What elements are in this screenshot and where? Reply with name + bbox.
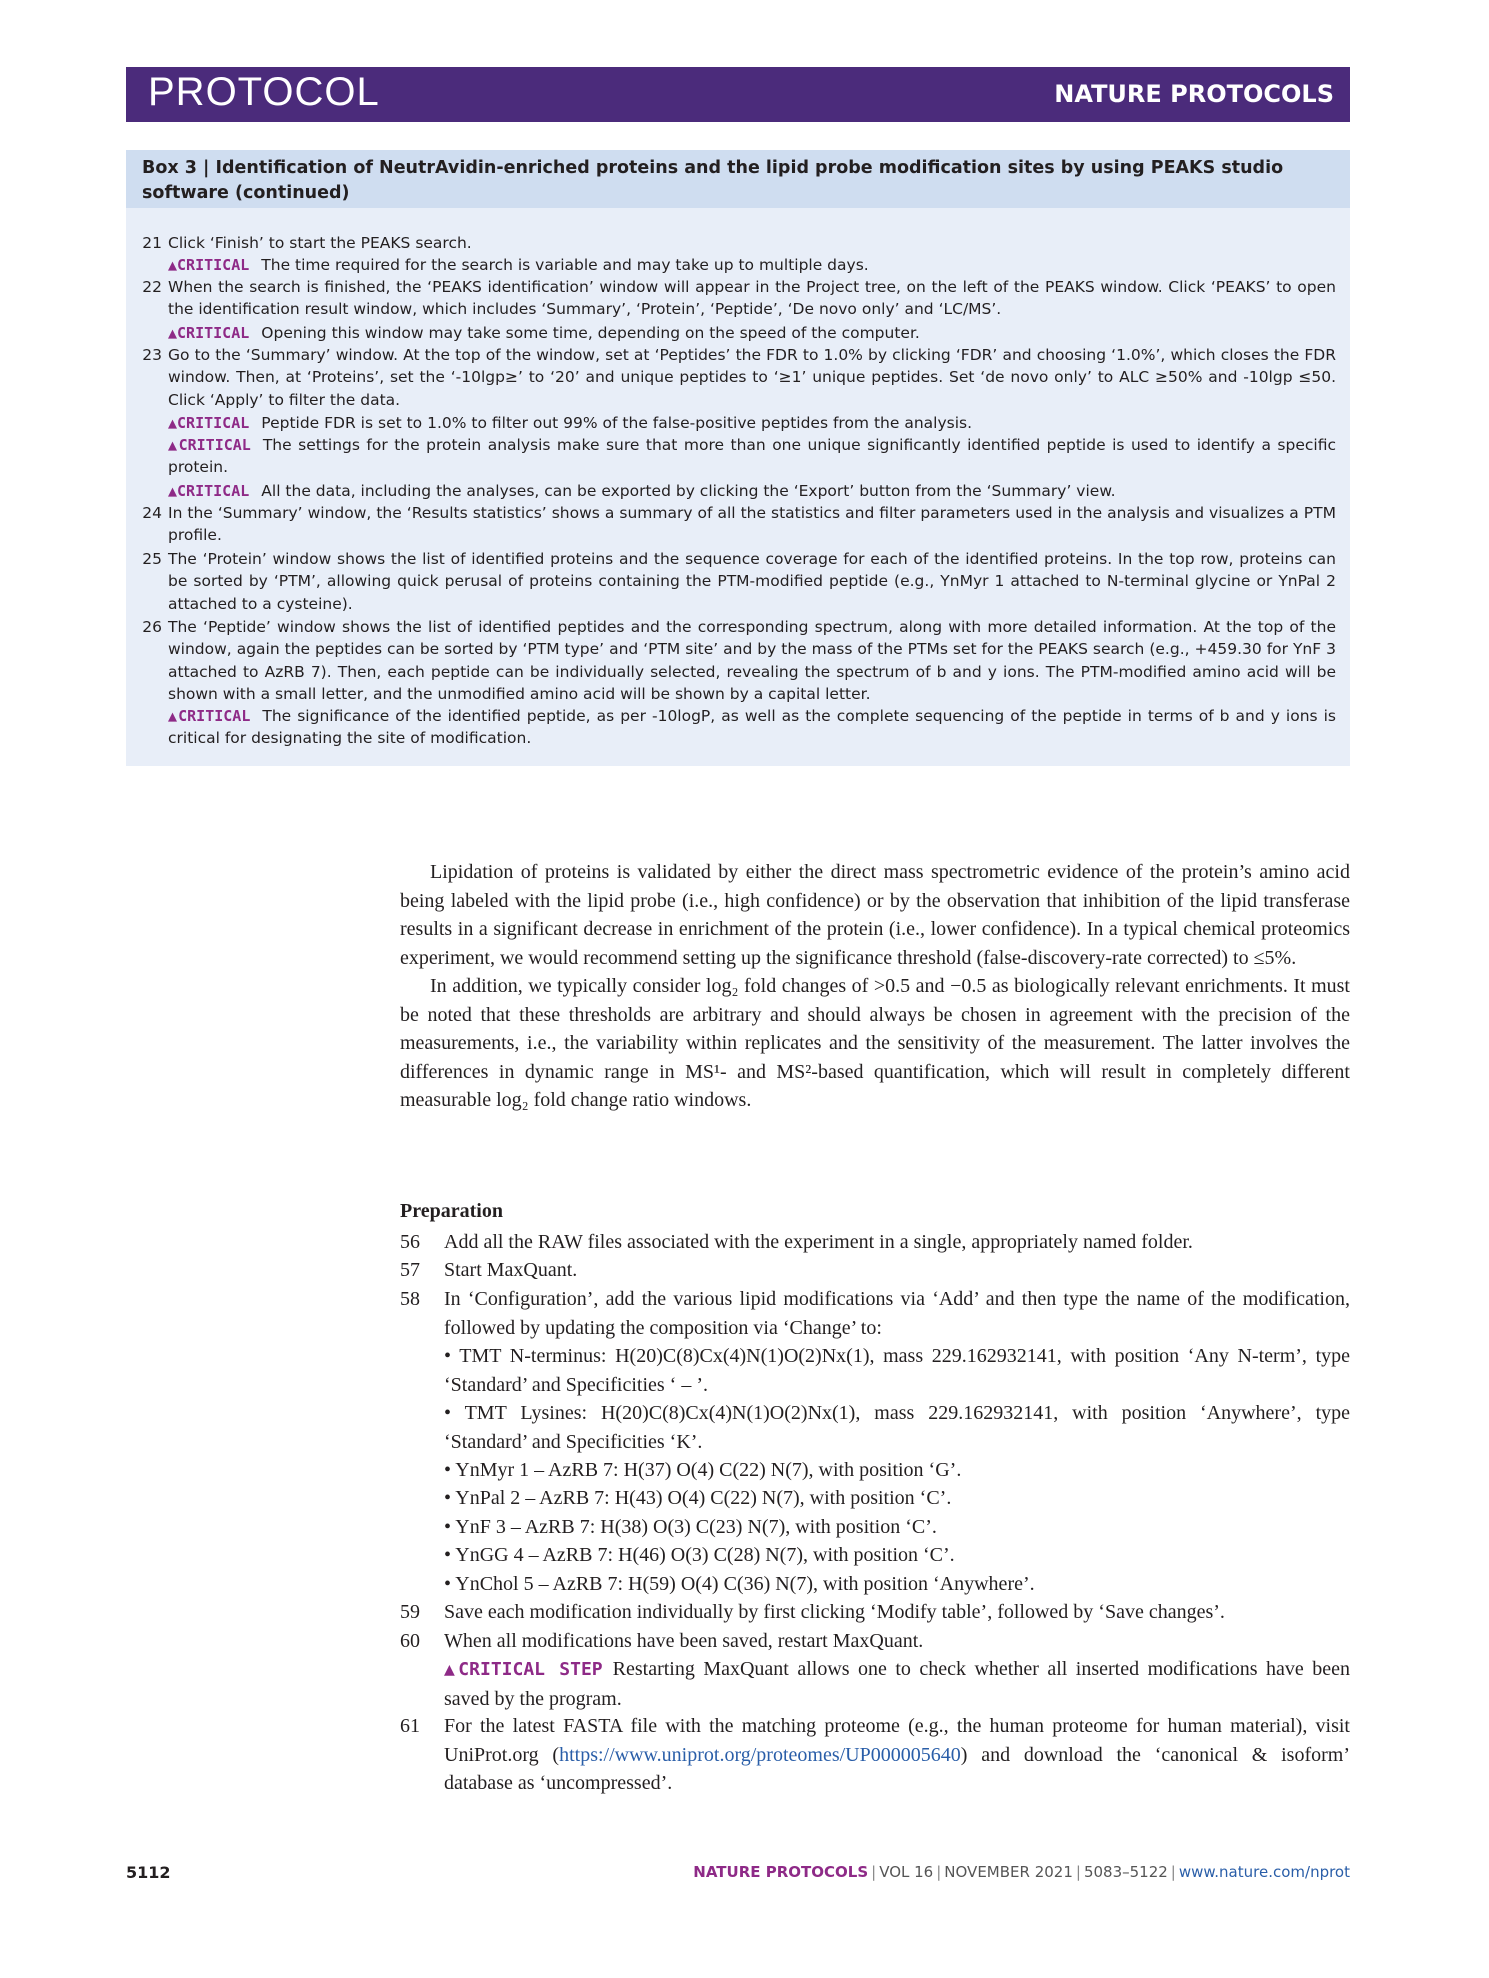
section-label: PROTOCOL	[148, 70, 380, 114]
critical-step: ▲CRITICAL STEP Restarting MaxQuant allows one to check whether all inserted modifications have been saved by the program.	[444, 1658, 1351, 1710]
list-item: • TMT N-terminus: H(20)C(8)Cx(4)N(1)O(2)Nx(1), mass 229.162932141, with position ‘Any N-term’, type ‘Standard’ and Specificities ‘ – ’.	[444, 1345, 1350, 1396]
journal-url[interactable]: www.nature.com/nprot	[1178, 1863, 1350, 1881]
page-number: 5112	[126, 1863, 171, 1882]
section-heading: Preparation	[400, 1200, 503, 1222]
list-item: • YnF 3 – AzRB 7: H(38) O(3) C(23) N(7), with position ‘C’.	[444, 1516, 937, 1538]
critical-label: ▲CRITICAL	[168, 707, 251, 725]
list-item: • YnPal 2 – AzRB 7: H(43) O(4) C(22) N(7), with position ‘C’.	[444, 1487, 952, 1509]
critical-label: ▲CRITICAL	[168, 256, 250, 274]
critical-label: ▲CRITICAL	[168, 414, 250, 432]
running-header	[126, 67, 1350, 122]
list-item: • YnChol 5 – AzRB 7: H(59) O(4) C(36) N(7), with position ‘Anywhere’.	[444, 1573, 1035, 1595]
uniprot-link[interactable]: https://www.uniprot.org/proteomes/UP000005640	[559, 1743, 961, 1766]
list-item: • YnMyr 1 – AzRB 7: H(37) O(4) C(22) N(7), with position ‘G’.	[444, 1459, 962, 1481]
list-item: • YnGG 4 – AzRB 7: H(46) O(3) C(28) N(7), with position ‘C’.	[444, 1544, 955, 1566]
footer-citation: NATURE PROTOCOLS | VOL 16 | NOVEMBER 2021 | 5083–5122 | www.nature.com/nprot	[693, 1863, 1350, 1881]
critical-label: ▲CRITICAL	[168, 436, 251, 454]
box-title: Box 3 | Identification of NeutrAvidin-enriched proteins and the lipid probe modification sites by using PEAKS studio software (continued)	[126, 150, 1350, 208]
paragraph: Lipidation of proteins is validated by either the direct mass spectrometric evidence of the protein’s amino acid being labeled with the lipid probe (i.e., high confidence) or by the observation that inhibition of the lipid transferase results in a significant decrease in enrichment of the protein (i.e., lower confidence). In a typical chemical proteomics experiment, we would recommend setting up the significance threshold (false-discovery-rate corrected) to ≤5%.	[400, 861, 1350, 969]
box-body: 21 Click ‘Finish’ to start the PEAKS search. ▲CRITICAL The time required for the search is variable and may take up to multiple days. 22 When the search is finished, the ‘PEAKS identification’ window will appear in the Project tree, on the left of the PEAKS window. Click ‘PEAKS’ to open the identification result window, which includes ‘Summary’, ‘Protein’, ‘Peptide’, ‘De novo only’ and ‘LC/MS’. ▲CRITICAL Opening this window may take some time, depending on the speed of the computer. 23 Go to the ‘Summary’ window. At the top of the window, set at ‘Peptides’ the FDR to 1.0% by clicking ‘FDR’ and choosing ‘1.0%’, which closes the FDR window. Then, at ‘Proteins’, set the ‘-10lgp≥’ to ‘20’ and unique peptides to ‘≥1’ unique peptides. Set ‘de novo only’ to ALC ≥50% and -10lgp ≤50. Click ‘Apply’ to filter the data. ▲CRITICAL Peptide FDR is set to 1.0% to filter out 99% of the false-positive peptides from the analysis. ▲CRITICAL The settings for the protein analysis make sure that more than one unique significantly identified peptide is used to identify a specific protein. ▲CRITICAL All the data, including the analyses, can be exported by clicking the ‘Export’ button from the ‘Summary’ view. 24 In the ‘Summary’ window, the ‘Results statistics’ shows a summary of all the statistics and filter parameters used in the analysis and visualizes a PTM profile. 25 The ‘Protein’ window shows the list of identified proteins and the sequence coverage for each of the identified proteins. In the top row, proteins can be sorted by ‘PTM’, allowing quick perusal of proteins containing the PTM-modified peptide (e.g., YnMyr 1 attached to N-terminal glycine or YnPal 2 attached to a cysteine). 26 The ‘Peptide’ window shows the list of identified peptides and the corresponding spectrum, along with more detailed information. At the top of the window, again the peptides can be sorted by ‘PTM type’ and ‘PTM site’ and by the mass of the PTMs set for the PEAKS search (e.g., +459.30 for YnF 3 attached to AzRB 7). Then, each peptide can be individually selected, revealing the spectrum of b and y ions. The PTM-modified amino acid will be shown with a small letter, and the unmodified amino acid will be shown by a capital letter. ▲CRITICAL The significance of the identified peptide, as per -10logP, as well as the complete sequencing of the peptide in terms of b and y ions is critical for designating the site of modification.	[126, 208, 1350, 766]
list-item: • TMT Lysines: H(20)C(8)Cx(4)N(1)O(2)Nx(1), mass 229.162932141, with position ‘Anywhere’, type ‘Standard’ and Specificities ‘K’.	[444, 1402, 1350, 1453]
paragraph: In addition, we typically consider log₂ fold changes of >0.5 and −0.5 as biologically relevant enrichments. It must be noted that these thresholds are arbitrary and should always be chosen in agreement with the precision of the measurements, i.e., the variability within replicates and the sensitivity of the measurement. The latter involves the differences in dynamic range in MS¹- and MS²-based quantification, which will result in completely different measurable log₂ fold change ratio windows.	[400, 975, 1350, 1111]
critical-label: ▲CRITICAL	[168, 482, 250, 500]
journal-name: NATURE PROTOCOLS	[1054, 80, 1334, 108]
critical-label: ▲CRITICAL	[168, 324, 250, 342]
body-text	[400, 858, 1350, 1115]
critical-step-label: ▲CRITICAL STEP	[444, 1659, 603, 1680]
